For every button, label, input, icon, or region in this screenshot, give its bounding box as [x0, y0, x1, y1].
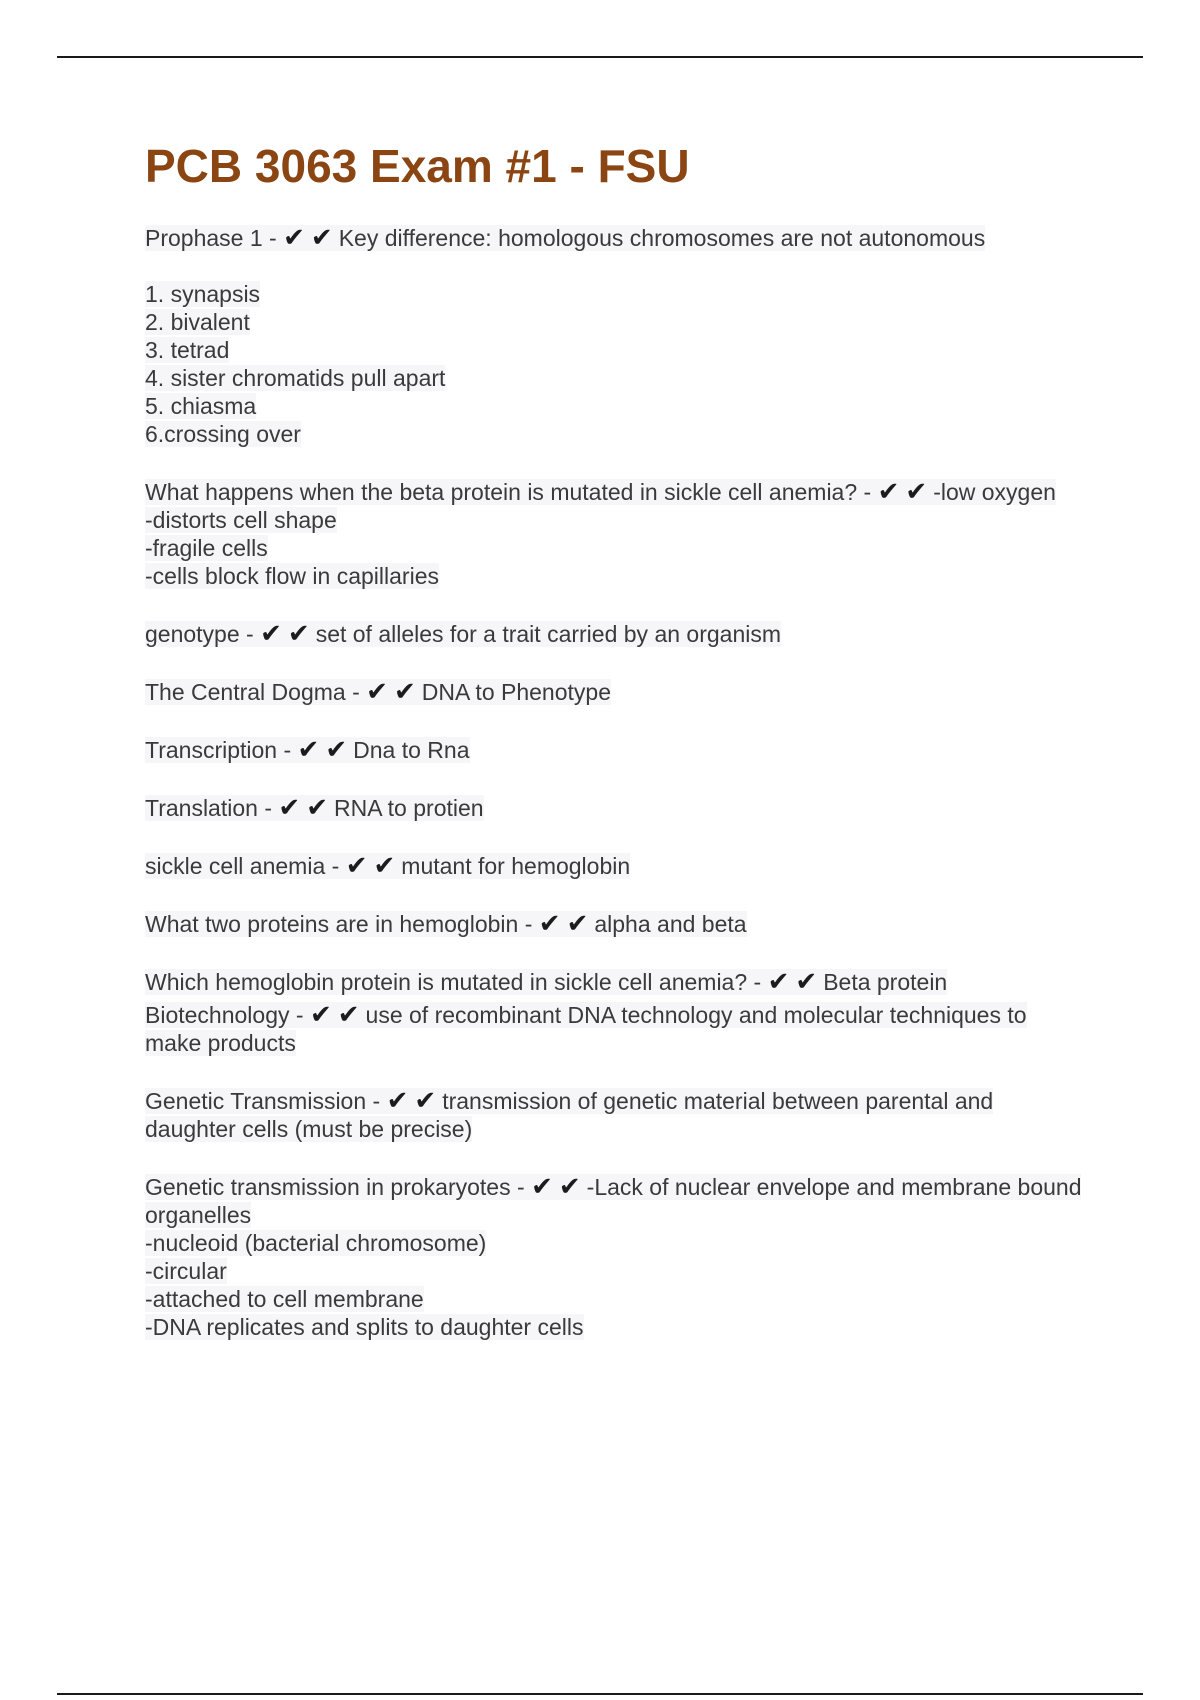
flashcard-answer: use of recombinant DNA technology and molecular techniques to make products — [145, 1001, 1027, 1056]
flashcard-text — [145, 849, 631, 880]
flashcard-entry — [145, 677, 1085, 706]
flashcard-text — [145, 675, 611, 706]
answer-marker — [877, 475, 934, 506]
flashcard-answer: set of alleles for a trait carried by an organism — [315, 620, 782, 647]
checkmark-icon: ✔ — [287, 617, 310, 648]
flashcard-entry — [145, 967, 1085, 996]
separator: - — [366, 1087, 387, 1114]
flashcard-question: Biotechnology — [145, 1001, 290, 1028]
separator: - — [277, 736, 298, 763]
separator: - — [289, 1001, 310, 1028]
checkmark-icon: ✔ — [297, 733, 320, 764]
page-title: PCB 3063 Exam #1 - FSU — [145, 140, 690, 192]
flashcard-entry — [145, 851, 1085, 880]
checkmark-icon: ✔ — [386, 1084, 409, 1115]
flashcard-text — [145, 998, 1027, 1056]
flashcard-answer: alpha and beta — [594, 910, 747, 937]
flashcard-entry — [145, 909, 1085, 938]
top-rule — [57, 56, 1143, 58]
document-body — [145, 140, 1085, 1370]
answer-marker — [309, 998, 366, 1029]
answer-marker — [260, 617, 316, 648]
flashcard-question: Translation — [145, 794, 258, 821]
flashcard-answer: Beta protein — [823, 968, 948, 995]
flashcard-question: The Central Dogma — [145, 678, 346, 705]
answer-marker — [386, 1084, 443, 1115]
checkmark-icon: ✔ — [345, 849, 368, 880]
checkmark-icon: ✔ — [905, 475, 928, 506]
separator: - — [257, 794, 279, 821]
separator: - — [239, 620, 261, 647]
flashcard-question: Genetic Transmission — [145, 1087, 367, 1114]
separator: - — [345, 678, 367, 705]
flashcard-entry — [145, 793, 1085, 822]
checkmark-icon: ✔ — [393, 675, 416, 706]
flashcard-text — [145, 1084, 994, 1142]
checkmark-icon: ✔ — [283, 221, 305, 252]
flashcard-text — [145, 1170, 1082, 1340]
flashcard-answer: transmission of genetic material between parental and daughter cells (must be precise) — [145, 1087, 994, 1142]
flashcard-entry — [145, 619, 1085, 648]
flashcard-entry — [145, 1000, 1085, 1057]
checkmark-icon: ✔ — [558, 1170, 581, 1201]
flashcard-question: genotype — [145, 620, 240, 647]
flashcard-question: Genetic transmission in prokaryotes — [145, 1173, 511, 1200]
checkmark-icon: ✔ — [309, 998, 332, 1029]
flashcard-text — [145, 965, 948, 996]
flashcard-entry — [145, 1172, 1085, 1341]
checkmark-icon: ✔ — [310, 221, 333, 252]
checkmark-icon: ✔ — [767, 965, 790, 996]
checkmark-icon: ✔ — [306, 791, 328, 822]
answer-marker — [366, 675, 422, 706]
flashcard-question: What two proteins are in hemoglobin — [145, 910, 519, 937]
checkmark-icon: ✔ — [366, 675, 388, 706]
separator: - — [510, 1173, 532, 1200]
answer-marker — [283, 221, 339, 252]
checkmark-icon: ✔ — [566, 907, 589, 938]
checkmark-icon: ✔ — [795, 965, 818, 996]
flashcard-entry — [145, 223, 1085, 448]
checkmark-icon: ✔ — [877, 475, 900, 506]
flashcard-text — [145, 907, 747, 938]
checkmark-icon: ✔ — [538, 907, 561, 938]
separator: - — [857, 478, 878, 505]
answer-marker — [767, 965, 824, 996]
checkmark-icon: ✔ — [260, 617, 282, 648]
flashcard-answer: mutant for hemoglobin — [401, 852, 631, 879]
answer-marker — [278, 791, 334, 822]
checkmark-icon: ✔ — [325, 733, 348, 764]
flashcard-question: What happens when the beta protein is mutated in sickle cell anemia? — [145, 478, 858, 505]
flashcard-text — [145, 475, 1056, 589]
flashcard-question: Transcription — [145, 736, 278, 763]
flashcard-text — [145, 221, 986, 447]
flashcard-question: sickle cell anemia — [145, 852, 326, 879]
answer-marker — [297, 733, 354, 764]
checkmark-icon: ✔ — [531, 1170, 553, 1201]
flashcard-text — [145, 791, 484, 822]
flashcard-question: Which hemoglobin protein is mutated in sickle cell anemia? — [145, 968, 748, 995]
flashcard-text — [145, 733, 470, 764]
checkmark-icon: ✔ — [337, 998, 360, 1029]
answer-marker — [538, 907, 595, 938]
checkmark-icon: ✔ — [278, 791, 301, 822]
separator: - — [747, 968, 768, 995]
checkmark-icon: ✔ — [414, 1084, 437, 1115]
flashcard-entry — [145, 477, 1085, 590]
flashcard-answer: -low oxygen -distorts cell shape -fragile cells -cells block flow in capillaries — [145, 478, 1056, 589]
flashcard-answer: -Lack of nuclear envelope and membrane bound organelles -nucleoid (bacterial chromosome) -circular -attached to cell membrane -DNA replicates and splits to daughter cells — [145, 1173, 1082, 1340]
flashcard-question: Prophase 1 — [145, 224, 263, 251]
flashcard-entry — [145, 735, 1085, 764]
separator: - — [518, 910, 539, 937]
checkmark-icon: ✔ — [373, 849, 396, 880]
flashcard-answer: Key difference: homologous chromosomes are not autonomous 1. synapsis 2. bivalent 3. tetrad 4. sister chromatids pull apart 5. chiasma 6.crossing over — [145, 224, 986, 447]
flashcard-answer: Dna to Rna — [353, 736, 470, 763]
separator: - — [325, 852, 346, 879]
flashcard-entry — [145, 1086, 1085, 1143]
flashcard-list — [145, 223, 1085, 1341]
bottom-rule — [57, 1693, 1143, 1695]
flashcard-answer: DNA to Phenotype — [421, 678, 611, 705]
flashcard-text — [145, 617, 782, 648]
separator: - — [262, 224, 284, 251]
answer-marker — [345, 849, 402, 880]
flashcard-answer: RNA to protien — [333, 794, 484, 821]
answer-marker — [531, 1170, 587, 1201]
